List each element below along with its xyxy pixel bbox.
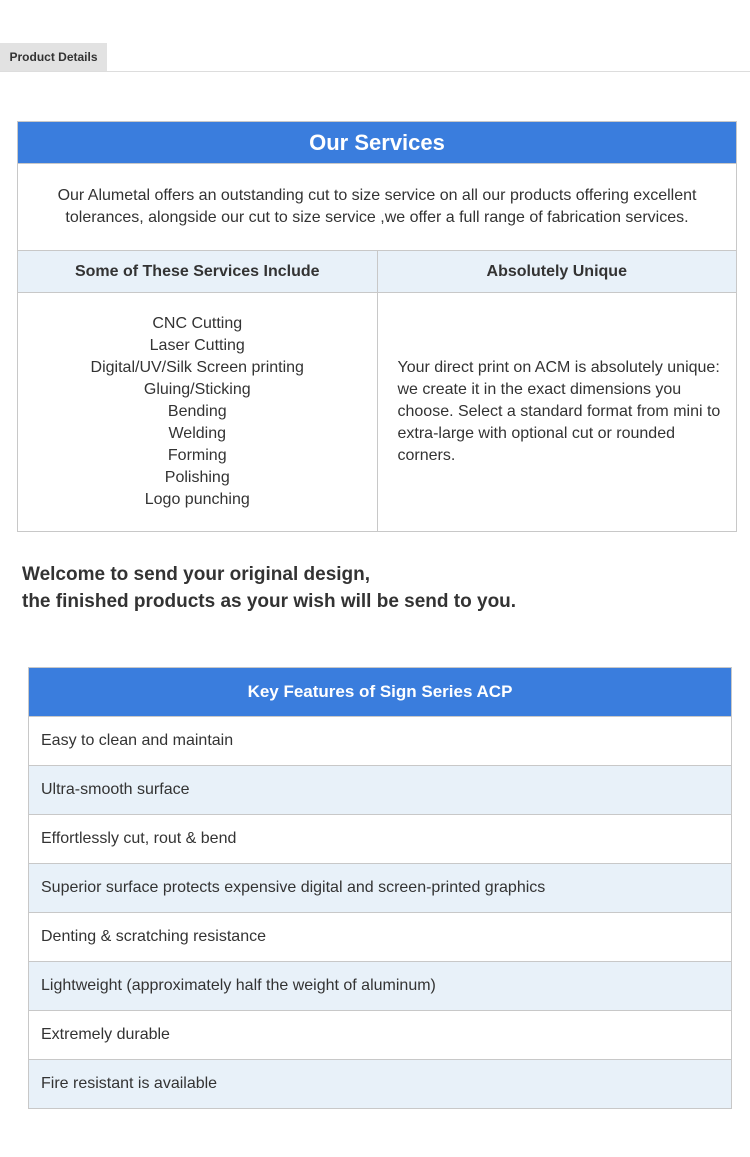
- service-item: Gluing/Sticking: [143, 381, 251, 398]
- services-col-left-header: Some of These Services Include: [18, 251, 378, 293]
- features-title: Key Features of Sign Series ACP: [29, 668, 732, 717]
- service-item: Forming: [167, 447, 227, 464]
- services-table: [17, 121, 737, 532]
- services-list: [18, 293, 378, 532]
- services-unique-text: Your direct print on ACM is absolutely unique: we create it in the exact dimensions you choose. Select a standard format from mini to extra-large with optional cut or rounded corners.: [377, 293, 737, 532]
- service-item: Laser Cutting: [149, 337, 245, 354]
- service-item: Digital/UV/Silk Screen printing: [90, 359, 304, 376]
- service-item: Polishing: [164, 469, 230, 486]
- service-item: CNC Cutting: [152, 315, 243, 332]
- feature-row: Denting & scratching resistance: [29, 913, 732, 962]
- feature-row: Lightweight (approximately half the weight of aluminum): [29, 962, 732, 1011]
- tab-product-details[interactable]: Product Details: [0, 43, 107, 71]
- welcome-line-1: Welcome to send your original design,: [22, 564, 371, 585]
- service-item: Logo punching: [144, 491, 250, 508]
- feature-row: Effortlessly cut, rout & bend: [29, 815, 732, 864]
- tab-bar: [0, 43, 750, 72]
- services-col-right-header: Absolutely Unique: [377, 251, 737, 293]
- feature-row: Easy to clean and maintain: [29, 717, 732, 766]
- feature-row: Ultra-smooth surface: [29, 766, 732, 815]
- service-item: Bending: [167, 403, 227, 420]
- feature-row: Fire resistant is available: [29, 1060, 732, 1109]
- welcome-line-2: the finished products as your wish will be send to you.: [22, 591, 517, 612]
- services-intro: Our Alumetal offers an outstanding cut to size service on all our products offering excellent tolerances, alongside our cut to size service ,we offer a full range of fabrication services.: [18, 164, 737, 251]
- feature-row: Superior surface protects expensive digital and screen-printed graphics: [29, 864, 732, 913]
- services-title: Our Services: [18, 122, 737, 164]
- welcome-message: [22, 561, 516, 615]
- feature-row: Extremely durable: [29, 1011, 732, 1060]
- features-table: [28, 667, 732, 1109]
- service-item: Welding: [168, 425, 226, 442]
